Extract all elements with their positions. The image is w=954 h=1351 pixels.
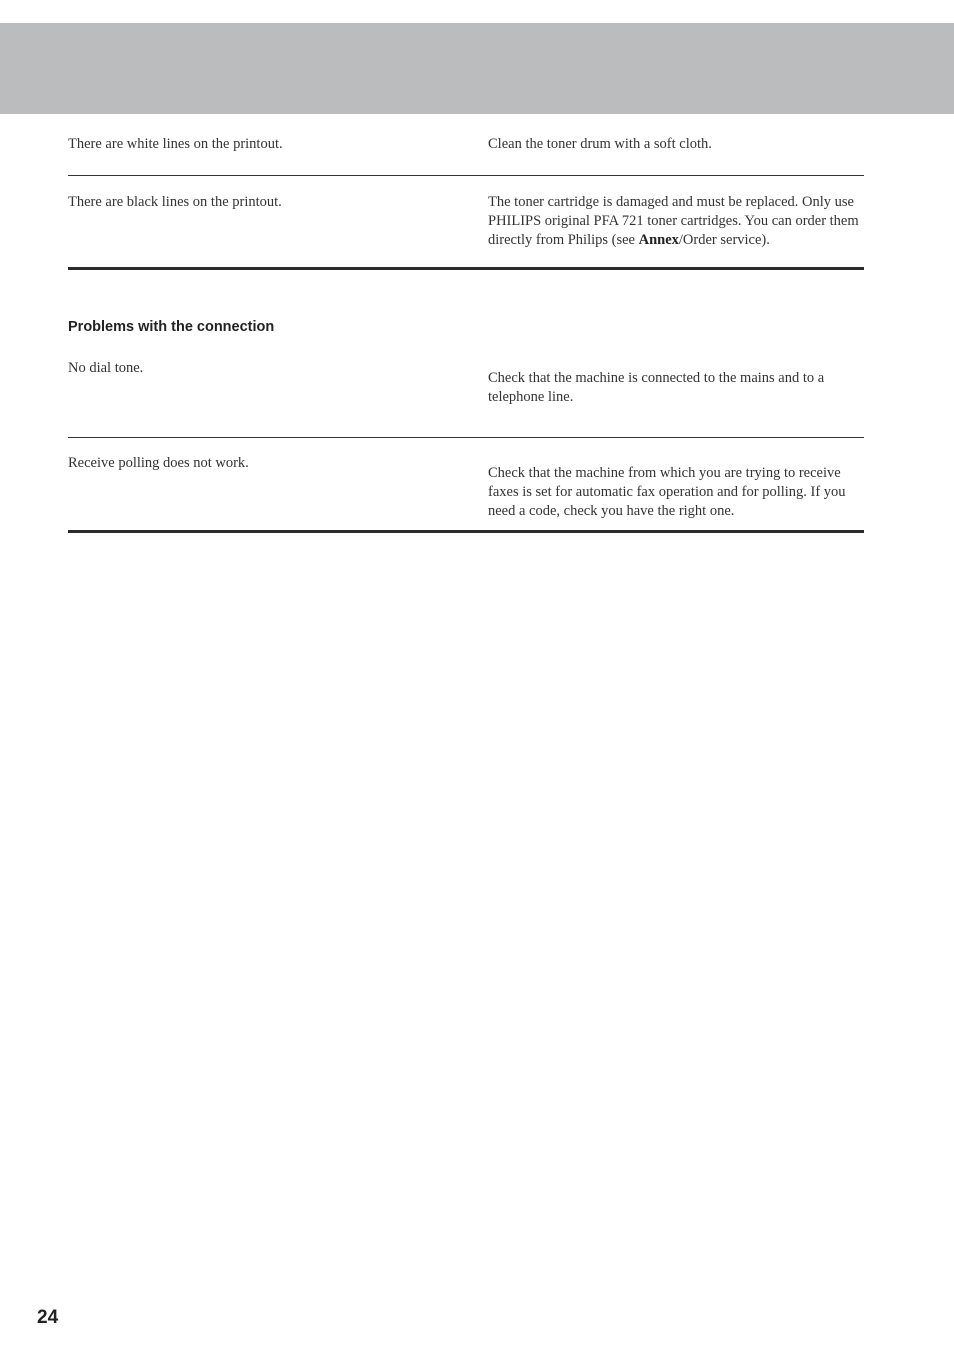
table-row — [68, 176, 864, 270]
problem-text: Receive polling does not work. — [68, 455, 249, 471]
header-band — [0, 23, 954, 114]
solution-text-part: /Order service). — [678, 232, 770, 248]
solution-text: Check that the machine from which you are trying to receive faxes is set for automatic fax operation and for polling. If you need a code, check you have the right one. — [488, 465, 846, 519]
solution-text: Clean the toner drum with a soft cloth. — [488, 136, 712, 152]
troubleshooting-content — [68, 114, 864, 533]
solution-text-part: The toner cartridge is damaged and must be replaced. Only use PHILIPS original PFA 721 toner cartridges. You can order them directly from Philips (see — [488, 194, 859, 248]
table-row — [68, 438, 864, 533]
table-row — [68, 114, 864, 176]
solution-text — [488, 193, 864, 267]
problem-text: There are black lines on the printout. — [68, 194, 282, 210]
problem-text: There are white lines on the printout. — [68, 136, 283, 152]
problem-text: No dial tone. — [68, 360, 144, 376]
solution-text: Check that the machine is connected to the mains and to a telephone line. — [488, 370, 825, 405]
page-number: 24 — [37, 1307, 59, 1328]
table-row — [68, 342, 864, 438]
annex-reference: Annex — [638, 232, 679, 248]
section-heading: Problems with the connection — [68, 319, 275, 335]
